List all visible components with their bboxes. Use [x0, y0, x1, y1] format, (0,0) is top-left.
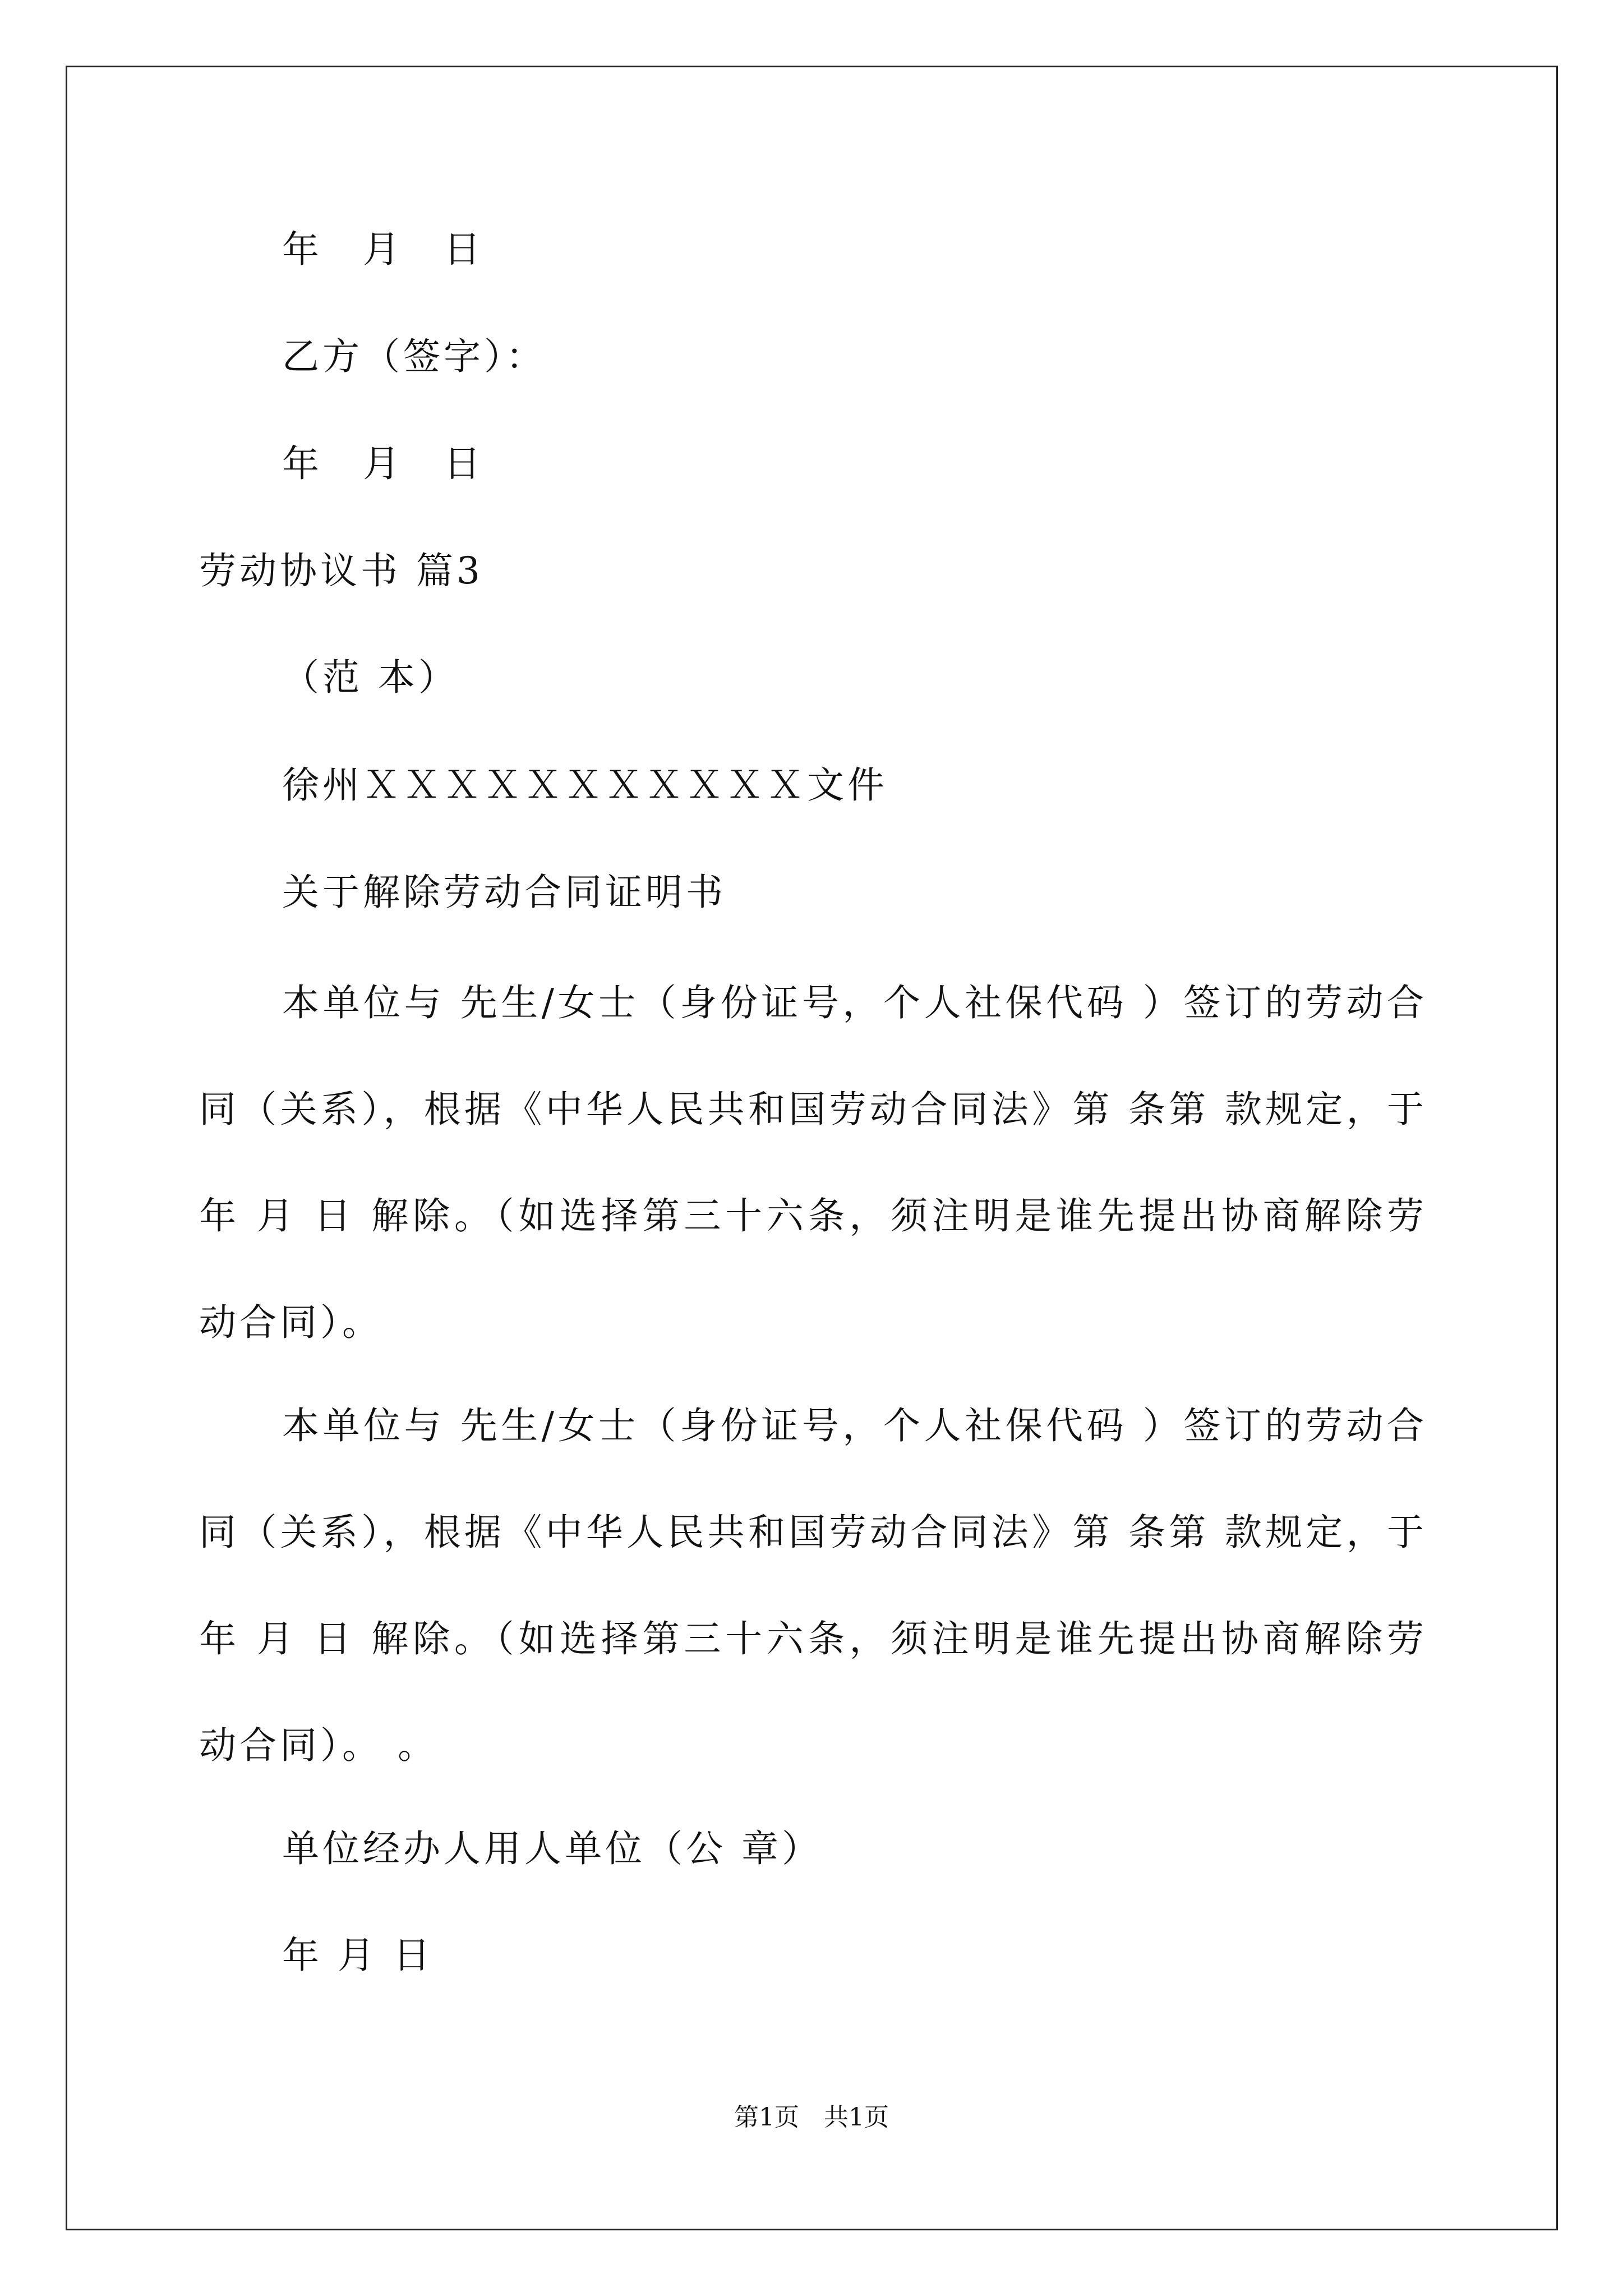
- page-footer: 第1页 共1页: [734, 2103, 889, 2132]
- paragraph-2: 本单位与 先生/女士（身份证号，个人社保代码 ）签订的劳动合同（关系），根据《中华人民共和国劳动合同法》第 条第 款规定，于 年 月 日 解除。（如选择第三十六条，须注明是谁先提出协商解除劳动合同）。 。: [199, 1404, 1427, 1767]
- sample-note: （范 本）: [282, 656, 459, 699]
- paragraph-1: 本单位与 先生/女士（身份证号，个人社保代码 ）签订的劳动合同（关系），根据《中华人民共和国劳动合同法》第 条第 款规定，于 年 月 日 解除。（如选择第三十六条，须注明是谁先提出协商解除劳动合同）。: [199, 981, 1427, 1344]
- file-title: 徐州ＸＸＸＸＸＸＸＸＸＸＸ文件: [282, 763, 888, 807]
- date-line-1: 年 月 日: [282, 228, 484, 271]
- section-title: 劳动协议书 篇3: [199, 549, 483, 592]
- date-line-3: 年 月 日: [282, 1934, 434, 1977]
- certificate-title: 关于解除劳动合同证明书: [282, 871, 726, 914]
- signatory-line: 单位经办人用人单位（公 章）: [282, 1827, 822, 1870]
- date-line-2: 年 月 日: [282, 442, 484, 485]
- party-b-signature-line: 乙方（签字）：: [282, 335, 546, 378]
